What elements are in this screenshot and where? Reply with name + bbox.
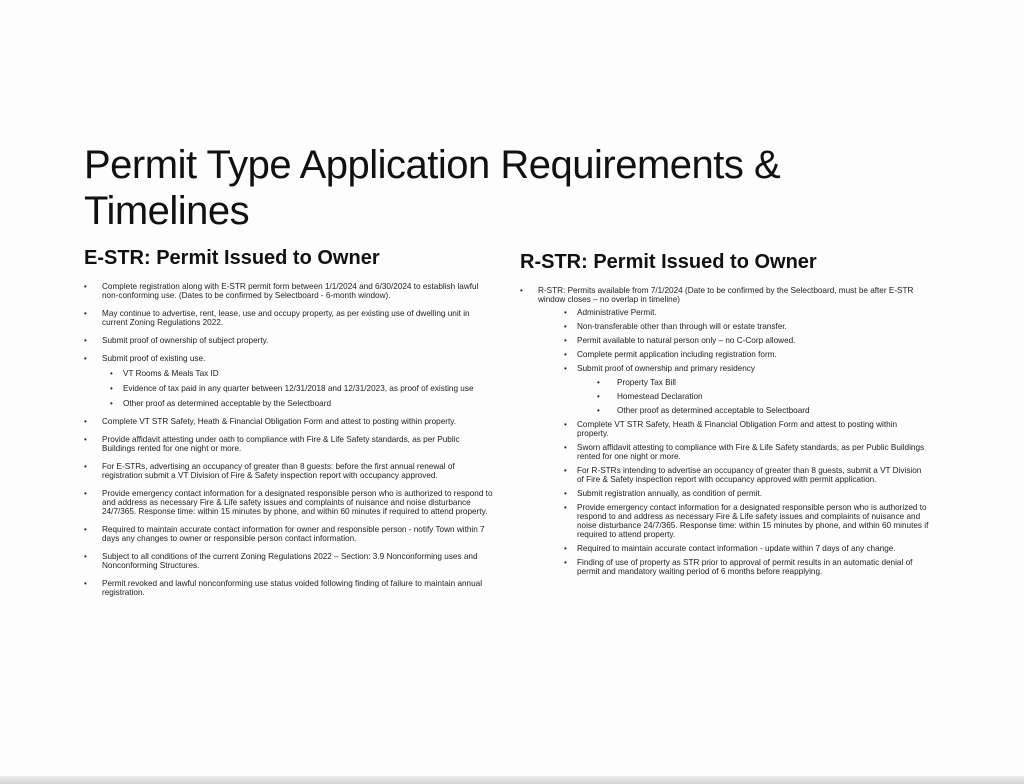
list-item: • For E-STRs, advertising an occupancy of greater than 8 guests: before the first annual renewal of registration submit a VT Division of Fire & Safety inspection report with occupancy approved. (84, 462, 494, 480)
sub-sub-list-item: • Other proof as determined acceptable to Selectboard (597, 406, 930, 415)
list-item: • Provide affidavit attesting under oath to compliance with Fire & Life Safety standards, as per Public Buildings rented for one night or more. (84, 435, 494, 453)
sub-list-item: • Non-transferable other than through will or estate transfer. (556, 322, 930, 331)
sub-list (538, 308, 930, 576)
sub-list-item: • Finding of use of property as STR prior to approval of permit results in an automatic denial of permit and mandatory waiting period of 6 months before reapplying. (556, 558, 930, 576)
sub-sub-list-item: • Homestead Declaration (597, 392, 930, 401)
r-str-list (520, 286, 930, 576)
sub-list-item: • Submit registration annually, as condition of permit. (556, 489, 930, 498)
sub-list-item: • Required to maintain accurate contact information - update within 7 days of any change. (556, 544, 930, 553)
sub-list-item: • For R-STRs intending to advertise an occupancy of greater than 8 guests, submit a VT Division of Fire & Safety inspection report with occupancy approved with permit application. (556, 466, 930, 484)
sub-sub-list-item: • Property Tax Bill (597, 378, 930, 387)
list-item-text: R-STR: Permits available from 7/1/2024 (Date to be confirmed by the Selectboard, must be after E-STR window closes – no overlap in timeline) (538, 286, 914, 304)
sub-list-item: • Other proof as determined acceptable by the Selectboard (102, 399, 494, 408)
list-item (84, 354, 494, 408)
sub-list (102, 369, 494, 408)
sub-list-item: • VT Rooms & Meals Tax ID (102, 369, 494, 378)
list-item (520, 286, 930, 576)
sub-list-item: • Complete permit application including registration form. (556, 350, 930, 359)
sub-list-item-text: Submit proof of ownership and primary residency (577, 364, 755, 373)
list-item: • Provide emergency contact information for a designated responsible person who is authorized to respond to and address as necessary Fire & Life safety issues and complaints of nuisance and noise disturbance 24/7/365. Response time: within 15 minutes by phone, and within 60 minutes if required to attend property. (84, 489, 494, 516)
list-item-text: Submit proof of existing use. (102, 354, 206, 363)
sub-list-item: • Administrative Permit. (556, 308, 930, 317)
sub-list-item (556, 364, 930, 415)
e-str-list (84, 282, 494, 597)
r-str-section (520, 250, 930, 582)
list-item: • Complete VT STR Safety, Heath & Financial Obligation Form and attest to posting within property. (84, 417, 494, 426)
sub-list-item: • Provide emergency contact information for a designated responsible person who is authorized to respond to and address as necessary Fire & Life safety issues and complaints of nuisance and noise disturbance 24/7/365. Response time: within 15 minutes by phone, and within 60 minutes if required to attend property. (556, 503, 930, 539)
list-item: • Submit proof of ownership of subject property. (84, 336, 494, 345)
e-str-heading: E-STR: Permit Issued to Owner (84, 247, 380, 269)
sub-sub-list (577, 378, 930, 415)
r-str-heading: R-STR: Permit Issued to Owner (520, 251, 817, 273)
list-item: • Complete registration along with E-STR permit form between 1/1/2024 and 6/30/2024 to establish lawful non-conforming use. (Dates to be confirmed by Selectboard - 6-month window). (84, 282, 494, 300)
list-item: • Required to maintain accurate contact information for owner and responsible person - notify Town within 7 days any changes to owner or responsible person contact information. (84, 525, 494, 543)
page-title: Permit Type Application Requirements & Timelines (84, 143, 781, 233)
sub-list-item: • Evidence of tax paid in any quarter between 12/31/2018 and 12/31/2023, as proof of existing use (102, 384, 494, 393)
list-item: • Permit revoked and lawful nonconforming use status voided following finding of failure to maintain annual registration. (84, 579, 494, 597)
sub-list-item: • Sworn affidavit attesting to compliance with Fire & Life Safety standards, as per Public Buildings rented for one night or more. (556, 443, 930, 461)
sub-list-item: • Complete VT STR Safety, Heath & Financial Obligation Form and attest to posting within property. (556, 420, 930, 438)
list-item: • Subject to all conditions of the current Zoning Regulations 2022 – Section: 3.9 Nonconforming uses and Nonconforming Structures. (84, 552, 494, 570)
e-str-section (84, 246, 494, 606)
sub-list-item: • Permit available to natural person only – no C-Corp allowed. (556, 336, 930, 345)
scan-edge (0, 776, 1024, 784)
list-item: • May continue to advertise, rent, lease, use and occupy property, as per existing use of dwelling unit in current Zoning Regulations 2022. (84, 309, 494, 327)
